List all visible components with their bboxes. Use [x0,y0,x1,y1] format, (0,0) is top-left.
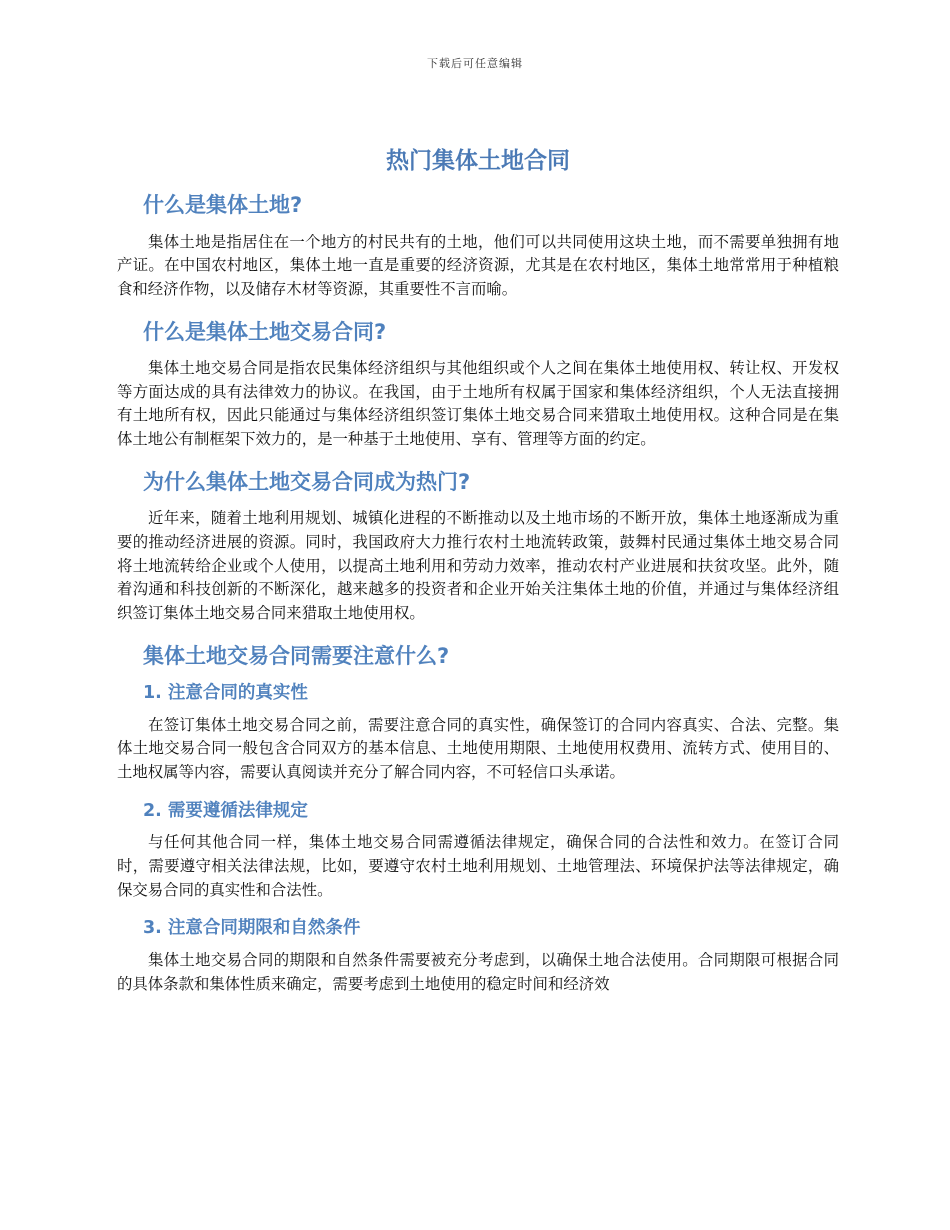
document-title: 热门集体土地合同 [386,148,570,174]
subsection-heading-authenticity: 1. 注意合同的真实性 [143,683,308,704]
page-header-note: 下载后可任意编辑 [427,57,523,70]
subsection-heading-legal-compliance: 2. 需要遵循法律规定 [143,800,308,821]
section-paragraph-why-popular: 近年来，随着土地利用规划、城镇化进程的不断推动以及土地市场的不断开放，集体土地逐渐成为重要的推动经济进展的资源。同时，我国政府大力推行农村土地流转政策，鼓舞村民通过集体土地交易合同将土地流转给企业或个人使用，以提高土地利用和劳动力效率，推动农村产业进展和扶贫攻坚。此外，随着沟通和科技创新的不断深化，越来越多的投资者和企业开始关注集体土地的价值，并通过与集体经济组织签订集体土地交易合同来猎取土地使用权。 [117,509,839,623]
section-heading-what-is-collective-land: 什么是集体土地? [143,193,303,218]
section-paragraph-what-is-collective-land: 集体土地是指居住在一个地方的村民共有的土地，他们可以共同使用这块土地，而不需要单独拥有地产证。在中国农村地区，集体土地一直是重要的经济资源，尤其是在农村地区，集体土地常常用于种植粮食和经济作物，以及储存木材等资源，其重要性不言而喻。 [117,232,839,298]
section-heading-why-popular: 为什么集体土地交易合同成为热门? [143,469,471,494]
section-paragraph-what-is-land-contract: 集体土地交易合同是指农民集体经济组织与其他组织或个人之间在集体土地使用权、转让权、开发权等方面达成的具有法律效力的协议。在我国，由于土地所有权属于国家和集体经济组织，个人无法直接拥有土地所有权，因此只能通过与集体经济组织签订集体土地交易合同来猎取土地使用权。这种合同是在集体土地公有制框架下效力的，是一种基于土地使用、享有、管理等方面的约定。 [117,359,839,449]
subsection-paragraph-authenticity: 在签订集体土地交易合同之前，需要注意合同的真实性，确保签订的合同内容真实、合法、完整。集体土地交易合同一般包含合同双方的基本信息、土地使用期限、土地使用权费用、流转方式、使用目的、土地权属等内容，需要认真阅读并充分了解合同内容，不可轻信口头承诺。 [117,715,839,782]
document-body [117,145,839,1012]
section-heading-what-to-note: 集体土地交易合同需要注意什么? [143,643,450,668]
section-heading-what-is-land-contract: 什么是集体土地交易合同? [143,319,387,344]
subsection-paragraph-term-and-conditions: 集体土地交易合同的期限和自然条件需要被充分考虑到，以确保土地合法使用。合同期限可根据合同的具体条款和集体性质来确定，需要考虑到土地使用的稳定时间和经济效 [117,950,839,993]
subsection-heading-term-and-conditions: 3. 注意合同期限和自然条件 [143,918,361,939]
subsection-paragraph-legal-compliance: 与任何其他合同一样，集体土地交易合同需遵循法律规定，确保合同的合法性和效力。在签订合同时，需要遵守相关法律法规，比如，要遵守农村土地利用规划、土地管理法、环境保护法等法律规定，确保交易合同的真实性和合法性。 [117,833,839,899]
